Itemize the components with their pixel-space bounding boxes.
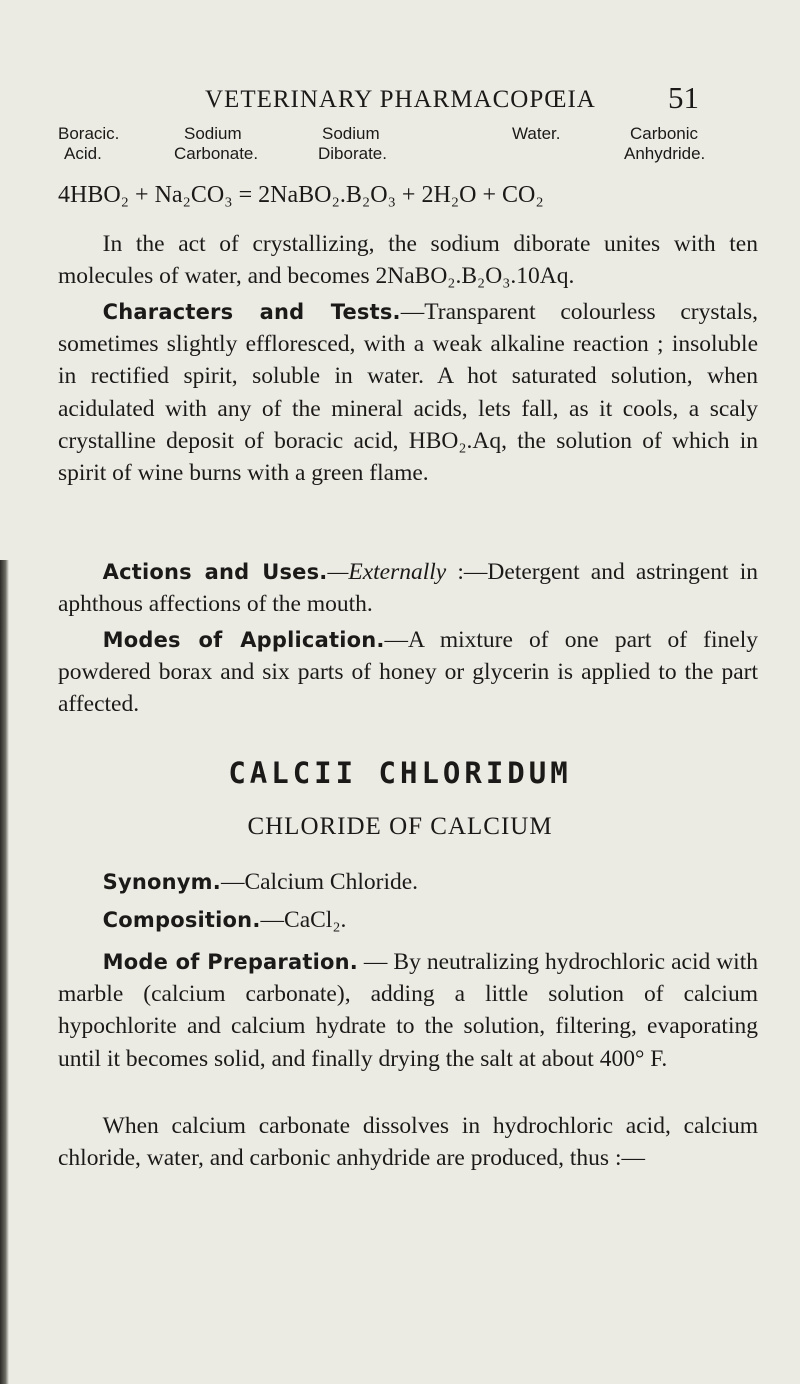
running-head: VETERINARY PHARMACOPŒIA: [205, 86, 596, 113]
actions-italic: —Externally: [327, 559, 447, 585]
modes-text: —A mixture of one part of finely powdered borax and six parts of honey or glycerin is applied to the part affected.: [58, 627, 758, 718]
reaction-paragraph: When calcium carbonate dissolves in hydrochloric acid, calcium chloride, water, and carbonic anhydride are produced, thus :—: [58, 1113, 758, 1172]
characters-paragraph: [58, 296, 758, 489]
actions-heading: Actions and Uses.: [102, 560, 328, 584]
equation-label-boracic: Boracic. Acid.: [58, 124, 120, 163]
preparation-paragraph: [58, 946, 758, 1075]
section-title: CALCII CHLORIDUM: [228, 756, 572, 790]
composition-text: —CaCl₂.: [260, 907, 347, 933]
equation-label-sodium-diborate: Sodium Diborate.: [318, 124, 387, 163]
synonym-text: —Calcium Chloride.: [220, 869, 419, 895]
actions-paragraph: [58, 556, 758, 620]
page-edge-shadow: [0, 560, 9, 1384]
section-subtitle: CHLORIDE OF CALCIUM: [247, 813, 553, 840]
page-number: 51: [668, 80, 699, 115]
composition-heading: Composition.: [102, 908, 261, 932]
composition-paragraph: [58, 904, 758, 936]
crystallizing-paragraph: In the act of crystallizing, the sodium diborate unites with ten molecules of water, and becomes 2NaBO₂.B₂O₃.10Aq.: [58, 231, 758, 290]
characters-text: —Transparent colourless crystals, sometimes slightly effloresced, with a weak alkaline reaction ; insoluble in rectified spirit, soluble in water. A hot saturated solution, when acidulated with any of the mineral acids, lets fall, as it cools, a scaly crystalline deposit of boracic acid, HBO₂.Aq, the solution of which in spirit of wine burns with a green flame.: [58, 299, 758, 487]
preparation-text: — By neutralizing hydrochloric acid with marble (calcium carbonate), adding a little solution of calcium hypochlorite and calcium hydrate to the solution, filtering, evaporating until it becomes solid, and finally drying the salt at about 400° F.: [58, 949, 758, 1072]
chemical-equation: 4HBO₂ + Na₂CO₃ = 2NaBO₂.B₂O₃ + 2H₂O + CO₂: [58, 182, 544, 208]
equation-label-carbonic-anhydride: Carbonic Anhydride.: [624, 124, 706, 163]
synonym-paragraph: [58, 866, 758, 898]
equation-label-water: Water.: [512, 124, 561, 143]
characters-heading: Characters and Tests.: [102, 300, 401, 324]
modes-heading: Modes of Application.: [102, 628, 385, 652]
synonym-heading: Synonym.: [102, 870, 221, 894]
equation-label-sodium-carbonate: Sodium Carbonate.: [174, 124, 259, 163]
modes-paragraph: [58, 624, 758, 721]
preparation-heading: Mode of Preparation.: [102, 950, 358, 974]
actions-text: :—Detergent and astringent in aphthous affections of the mouth.: [58, 559, 758, 618]
